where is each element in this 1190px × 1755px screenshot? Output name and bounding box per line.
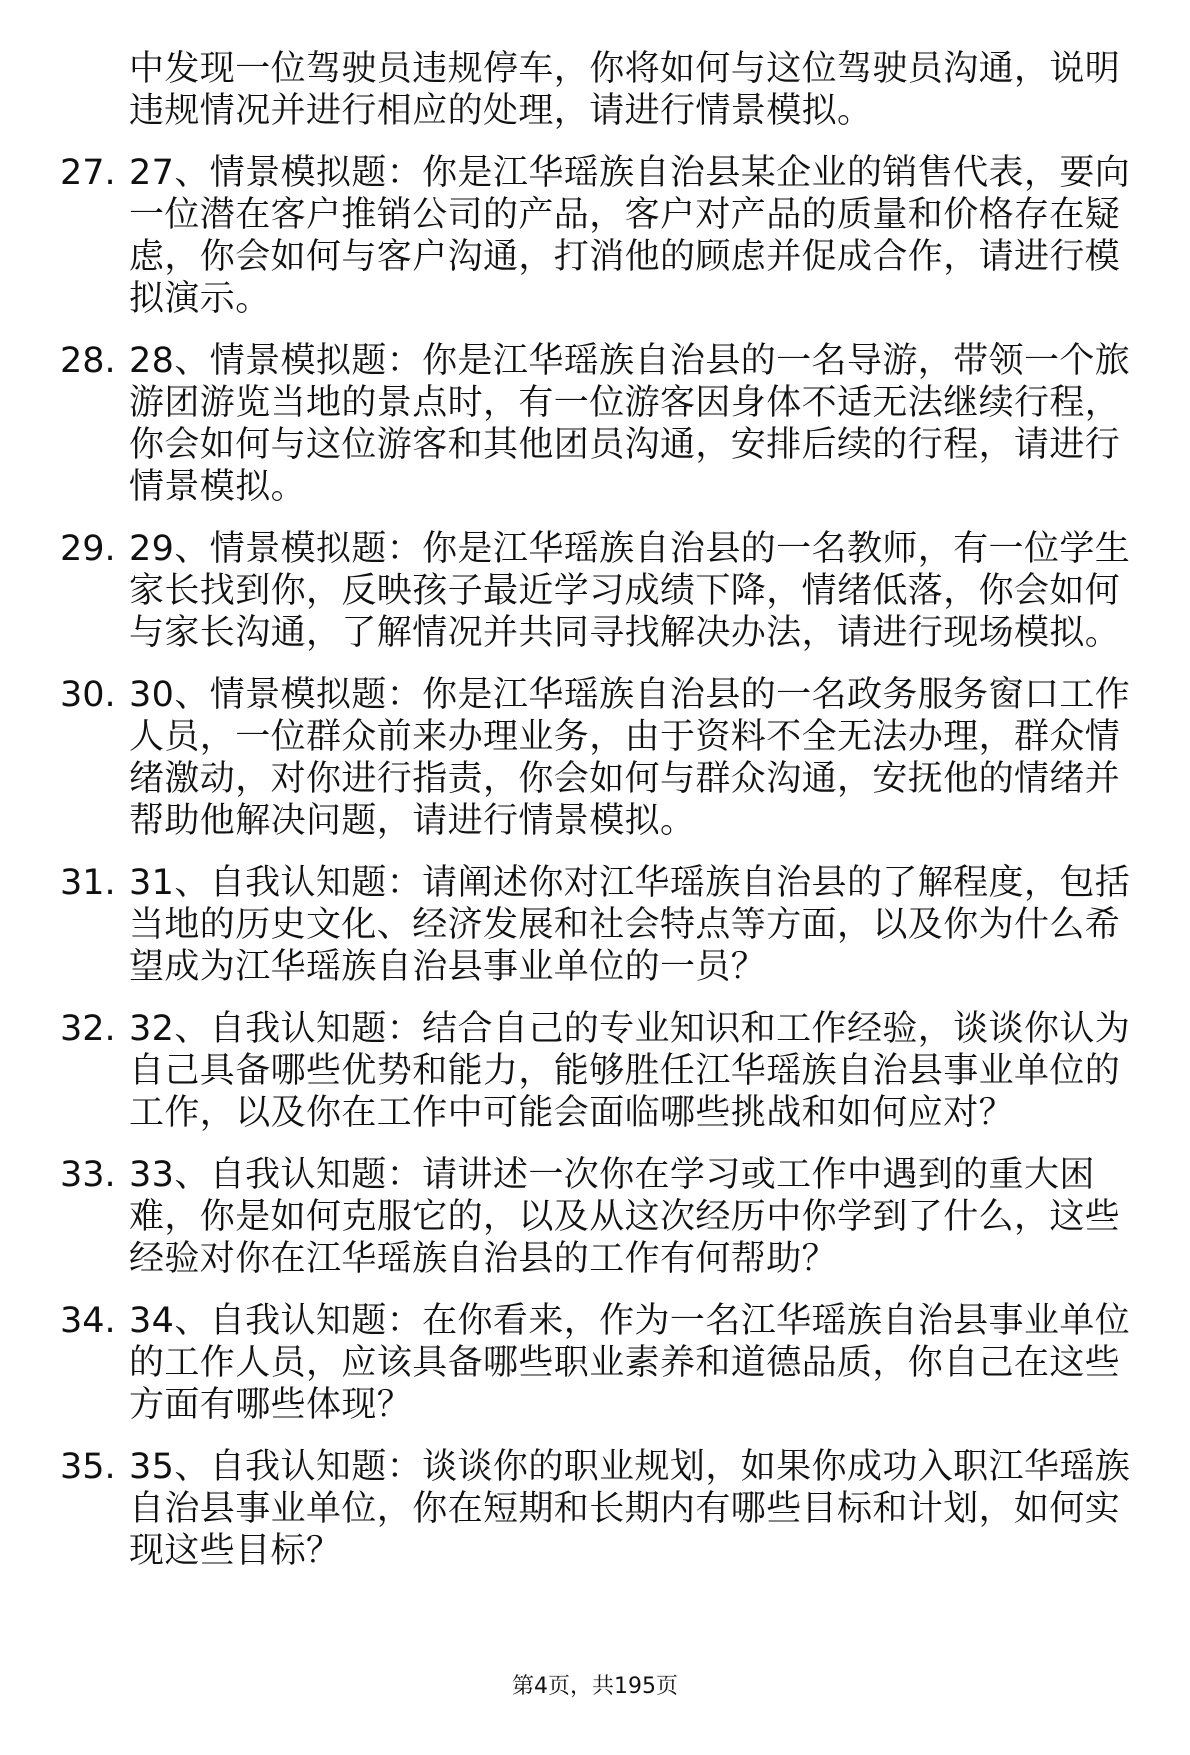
question-item xyxy=(60,528,1150,654)
question-item xyxy=(60,152,1150,320)
question-item xyxy=(60,1154,1150,1280)
question-text: 29、情景模拟题：你是江华瑶族自治县的一名教师，有一位学生家长找到你，反映孩子最近学习成绩下降，情绪低落，你会如何与家长沟通，了解情况并共同寻找解决办法，请进行现场模拟。 xyxy=(129,529,1131,653)
question-number: 31. xyxy=(60,863,116,903)
question-item xyxy=(60,340,1150,508)
question-item xyxy=(60,1300,1150,1426)
question-item xyxy=(60,1446,1150,1572)
question-number: 34. xyxy=(60,1301,116,1341)
question-text: 30、情景模拟题：你是江华瑶族自治县的一名政务服务窗口工作人员，一位群众前来办理业务，由于资料不全无法办理，群众情绪激动，对你进行指责，你会如何与群众沟通，安抚他的情绪并帮助他解决问题，请进行情景模拟。 xyxy=(129,675,1131,841)
question-number: 35. xyxy=(60,1447,116,1487)
question-number: 33. xyxy=(60,1155,116,1195)
question-text: 33、自我认知题：请讲述一次你在学习或工作中遇到的重大困难，你是如何克服它的，以及从这次经历中你学到了什么，这些经验对你在江华瑶族自治县的工作有何帮助？ xyxy=(129,1155,1121,1279)
question-text: 28、情景模拟题：你是江华瑶族自治县的一名导游，带领一个旅游团游览当地的景点时，有一位游客因身体不适无法继续行程，你会如何与这位游客和其他团员沟通，安排后续的行程，请进行情景模拟。 xyxy=(129,341,1131,507)
question-text: 27、情景模拟题：你是江华瑶族自治县某企业的销售代表，要向一位潜在客户推销公司的产品，客户对产品的质量和价格存在疑虑，你会如何与客户沟通，打消他的顾虑并促成合作，请进行模拟演示。 xyxy=(129,153,1131,319)
question-item xyxy=(60,674,1150,842)
page-number-footer: 第4页，共195页 xyxy=(512,1674,678,1699)
question-text: 34、自我认知题：在你看来，作为一名江华瑶族自治县事业单位的工作人员，应该具备哪些职业素养和道德品质，你自己在这些方面有哪些体现？ xyxy=(129,1301,1131,1425)
question-number: 28. xyxy=(60,341,116,381)
question-number: 29. xyxy=(60,529,116,569)
question-list xyxy=(60,48,1150,1572)
question-text: 32、自我认知题：结合自己的专业知识和工作经验，谈谈你认为自己具备哪些优势和能力，能够胜任江华瑶族自治县事业单位的工作，以及你在工作中可能会面临哪些挑战和如何应对？ xyxy=(129,1009,1131,1133)
question-item xyxy=(60,1008,1150,1134)
question-item xyxy=(60,862,1150,988)
question-text: 31、自我认知题：请阐述你对江华瑶族自治县的了解程度，包括当地的历史文化、经济发展和社会特点等方面，以及你为什么希望成为江华瑶族自治县事业单位的一员？ xyxy=(129,863,1131,987)
question-number: 32. xyxy=(60,1009,116,1049)
question-number: 27. xyxy=(60,153,116,193)
question-number: 30. xyxy=(60,675,116,715)
question-text: 35、自我认知题：谈谈你的职业规划，如果你成功入职江华瑶族自治县事业单位，你在短期和长期内有哪些目标和计划，如何实现这些目标？ xyxy=(129,1447,1131,1571)
continued-question-text: 中发现一位驾驶员违规停车，你将如何与这位驾驶员沟通，说明违规情况并进行相应的处理，请进行情景模拟。 xyxy=(129,49,1121,131)
